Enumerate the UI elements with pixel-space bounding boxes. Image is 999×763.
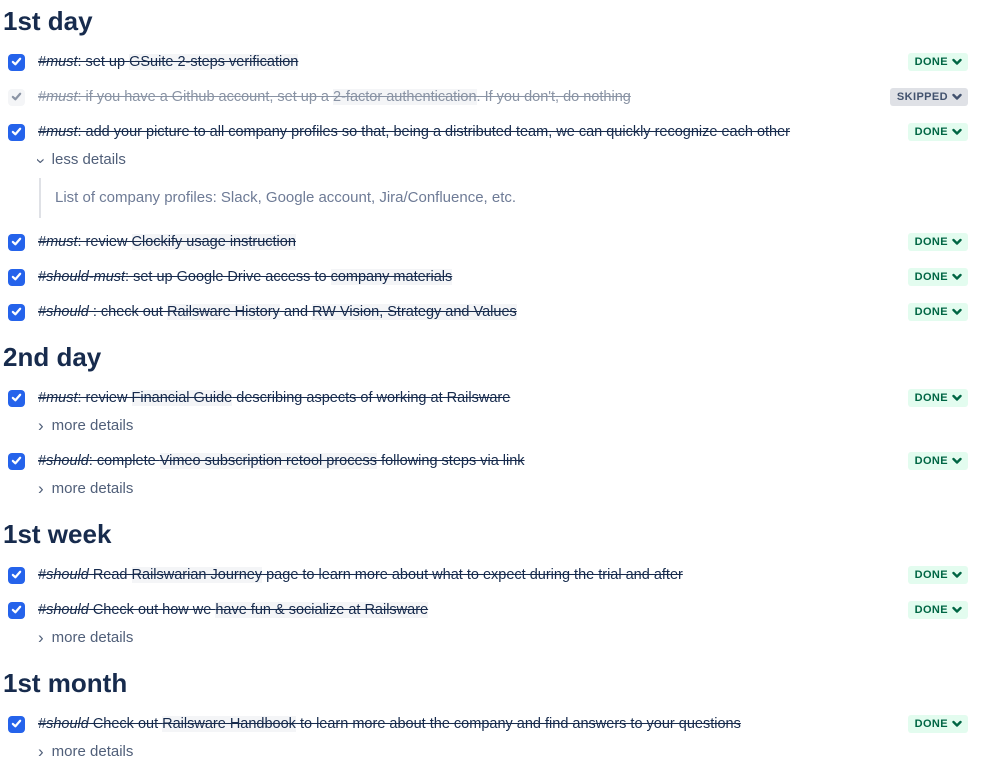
checklist-section [0, 342, 999, 500]
details-toggle-label: more details [51, 480, 134, 497]
checkbox[interactable] [8, 54, 25, 71]
chevron-right-icon: › [38, 628, 44, 647]
item-content [38, 86, 876, 108]
item-text-segment: : review [77, 390, 132, 406]
section-title: 1st week [3, 519, 112, 549]
status-badge-label: DONE [914, 271, 948, 283]
inline-link[interactable]: Railsware History [166, 304, 280, 320]
details-toggle-label: more details [51, 629, 134, 646]
check-icon [11, 89, 22, 107]
item-text-segment: : review [77, 234, 132, 250]
chevron-down-icon [952, 606, 962, 614]
item-text-segment: . If you don't, do nothing [476, 89, 631, 105]
chevron-down-icon [952, 238, 962, 246]
details-panel [39, 178, 894, 218]
priority-tag: #must [38, 54, 78, 70]
item-text-segment: : if you have a Github account, set up a [77, 89, 334, 105]
status-badge[interactable] [890, 88, 968, 106]
item-text-segment: : check out [88, 304, 167, 320]
checkbox[interactable] [8, 602, 25, 619]
item-text [38, 121, 894, 143]
item-text [38, 599, 894, 621]
details-toggle-label: more details [51, 743, 134, 760]
priority-tag: #should-must [38, 269, 126, 285]
chevron-down-icon [952, 571, 962, 579]
check-icon [11, 716, 22, 734]
inline-link[interactable]: RW Vision, Strategy and Values [312, 304, 517, 320]
checklist-item [0, 231, 999, 253]
section-title: 1st month [3, 668, 128, 698]
item-text-segment: describing aspects of working at Railsware [232, 390, 511, 406]
status-badge-label: DONE [914, 306, 948, 318]
priority-tag: #should [38, 567, 89, 583]
check-icon [11, 453, 22, 471]
status-badge[interactable] [908, 53, 968, 71]
status-badge-label: DONE [914, 236, 948, 248]
checklist-item [0, 301, 999, 323]
check-icon [11, 269, 22, 287]
status-badge[interactable] [908, 268, 968, 286]
status-badge-label: DONE [914, 455, 948, 467]
chevron-right-icon: › [38, 479, 44, 498]
checkbox[interactable] [8, 453, 25, 470]
item-text-segment: to learn more about the company and find answers to your questions [295, 716, 741, 732]
inline-link[interactable]: Railswarian Journey [131, 567, 263, 583]
chevron-down-icon [952, 93, 962, 101]
check-icon [11, 304, 22, 322]
item-text [38, 564, 894, 586]
item-text-segment: following steps via link [377, 453, 525, 469]
item-content [38, 450, 894, 500]
chevron-down-icon [952, 457, 962, 465]
checklist-item [0, 51, 999, 73]
check-icon [11, 567, 22, 585]
status-badge[interactable] [908, 566, 968, 584]
details-toggle[interactable] [38, 415, 133, 437]
status-badge[interactable] [908, 601, 968, 619]
checklist-item [0, 599, 999, 649]
item-text [38, 86, 876, 108]
checklist-item [0, 450, 999, 500]
checklist-item [0, 266, 999, 288]
status-badge[interactable] [908, 123, 968, 141]
inline-link[interactable]: GSuite 2-steps verification [129, 54, 299, 70]
inline-link[interactable]: have fun & socialize at Railsware [215, 602, 429, 618]
item-content [38, 387, 894, 437]
status-badge-label: DONE [914, 56, 948, 68]
item-text-segment: : complete [88, 453, 160, 469]
status-badge[interactable] [908, 303, 968, 321]
item-content [38, 266, 894, 288]
priority-tag: #must [38, 89, 78, 105]
status-badge-label: DONE [914, 718, 948, 730]
item-content [38, 231, 894, 253]
item-text [38, 266, 894, 288]
item-text-segment: : set up Google Drive access to [125, 269, 331, 285]
status-badge-label: DONE [914, 604, 948, 616]
priority-tag: #must [38, 234, 78, 250]
checkbox[interactable] [8, 124, 25, 141]
priority-tag: #must [38, 124, 78, 140]
item-text [38, 231, 894, 253]
item-text [38, 713, 894, 735]
check-icon [11, 234, 22, 252]
item-content [31, 121, 894, 218]
status-badge[interactable] [908, 715, 968, 733]
details-toggle[interactable] [31, 149, 126, 171]
check-icon [11, 54, 22, 72]
chevron-down-icon [952, 273, 962, 281]
details-text: List of company profiles: Slack, Google account, Jira/Confluence, etc. [55, 189, 517, 206]
priority-tag: #should [38, 716, 89, 732]
checklist-item [0, 387, 999, 437]
checklist-item [0, 86, 999, 108]
checkbox[interactable] [8, 304, 25, 321]
item-text-segment: Check out [88, 716, 163, 732]
checklist-item [0, 121, 999, 218]
priority-tag: #should [38, 602, 89, 618]
checklist-section [0, 6, 999, 323]
checkbox[interactable] [8, 234, 25, 251]
chevron-down-icon: › [31, 158, 51, 164]
section-title: 2nd day [3, 342, 102, 372]
inline-link[interactable]: Railsware Handbook [162, 716, 296, 732]
item-text [38, 301, 894, 323]
item-content [38, 713, 894, 763]
inline-link[interactable]: Clockify usage instruction [131, 234, 296, 250]
item-content [38, 564, 894, 586]
item-content [38, 51, 894, 73]
item-content [38, 599, 894, 649]
check-icon [11, 390, 22, 408]
inline-link[interactable]: Vimeo subscription retool process [159, 453, 378, 469]
status-badge[interactable] [908, 389, 968, 407]
item-text [38, 51, 894, 73]
item-content [38, 301, 894, 323]
checkbox[interactable] [8, 716, 25, 733]
section-title: 1st day [3, 6, 93, 36]
status-badge-label: DONE [914, 392, 948, 404]
checkbox[interactable] [8, 567, 25, 584]
item-text-segment: : set up [77, 54, 130, 70]
priority-tag: #should [38, 453, 89, 469]
item-text-segment: and [279, 304, 313, 320]
check-icon [11, 602, 22, 620]
status-badge[interactable] [908, 233, 968, 251]
chevron-down-icon [952, 394, 962, 402]
chevron-right-icon: › [38, 416, 44, 435]
details-toggle[interactable] [38, 627, 133, 649]
checklist-item [0, 713, 999, 763]
checklist-item [0, 564, 999, 586]
status-badge-label: SKIPPED [896, 91, 948, 103]
item-text-segment: Check out how we [88, 602, 216, 618]
chevron-right-icon: › [38, 742, 44, 761]
checklist-section [0, 668, 999, 763]
inline-link[interactable]: 2-factor authentication [333, 89, 477, 105]
status-badge[interactable] [908, 452, 968, 470]
checkbox[interactable] [8, 89, 25, 106]
details-toggle[interactable] [38, 741, 133, 763]
chevron-down-icon [952, 720, 962, 728]
item-text-segment: : add your picture to all company profiles so that, being a distributed team, we can quickly recognize each other [77, 124, 791, 140]
checkbox[interactable] [8, 390, 25, 407]
chevron-down-icon [952, 308, 962, 316]
checklist-section [0, 519, 999, 649]
priority-tag: #should [38, 304, 89, 320]
inline-link[interactable]: Financial Guide [131, 390, 233, 406]
item-text-segment: Read [88, 567, 132, 583]
item-text [38, 387, 894, 409]
status-badge-label: DONE [914, 569, 948, 581]
chevron-down-icon [952, 128, 962, 136]
chevron-down-icon [952, 58, 962, 66]
details-toggle-label: less details [51, 151, 126, 168]
inline-link[interactable]: company materials [330, 269, 453, 285]
priority-tag: #must [38, 390, 78, 406]
details-toggle-label: more details [51, 417, 134, 434]
item-text-segment: page to learn more about what to expect during the trial and after [262, 567, 683, 583]
checklist [0, 6, 999, 763]
status-badge-label: DONE [914, 126, 948, 138]
checkbox[interactable] [8, 269, 25, 286]
details-toggle[interactable] [38, 478, 133, 500]
item-text [38, 450, 894, 472]
check-icon [11, 124, 22, 142]
